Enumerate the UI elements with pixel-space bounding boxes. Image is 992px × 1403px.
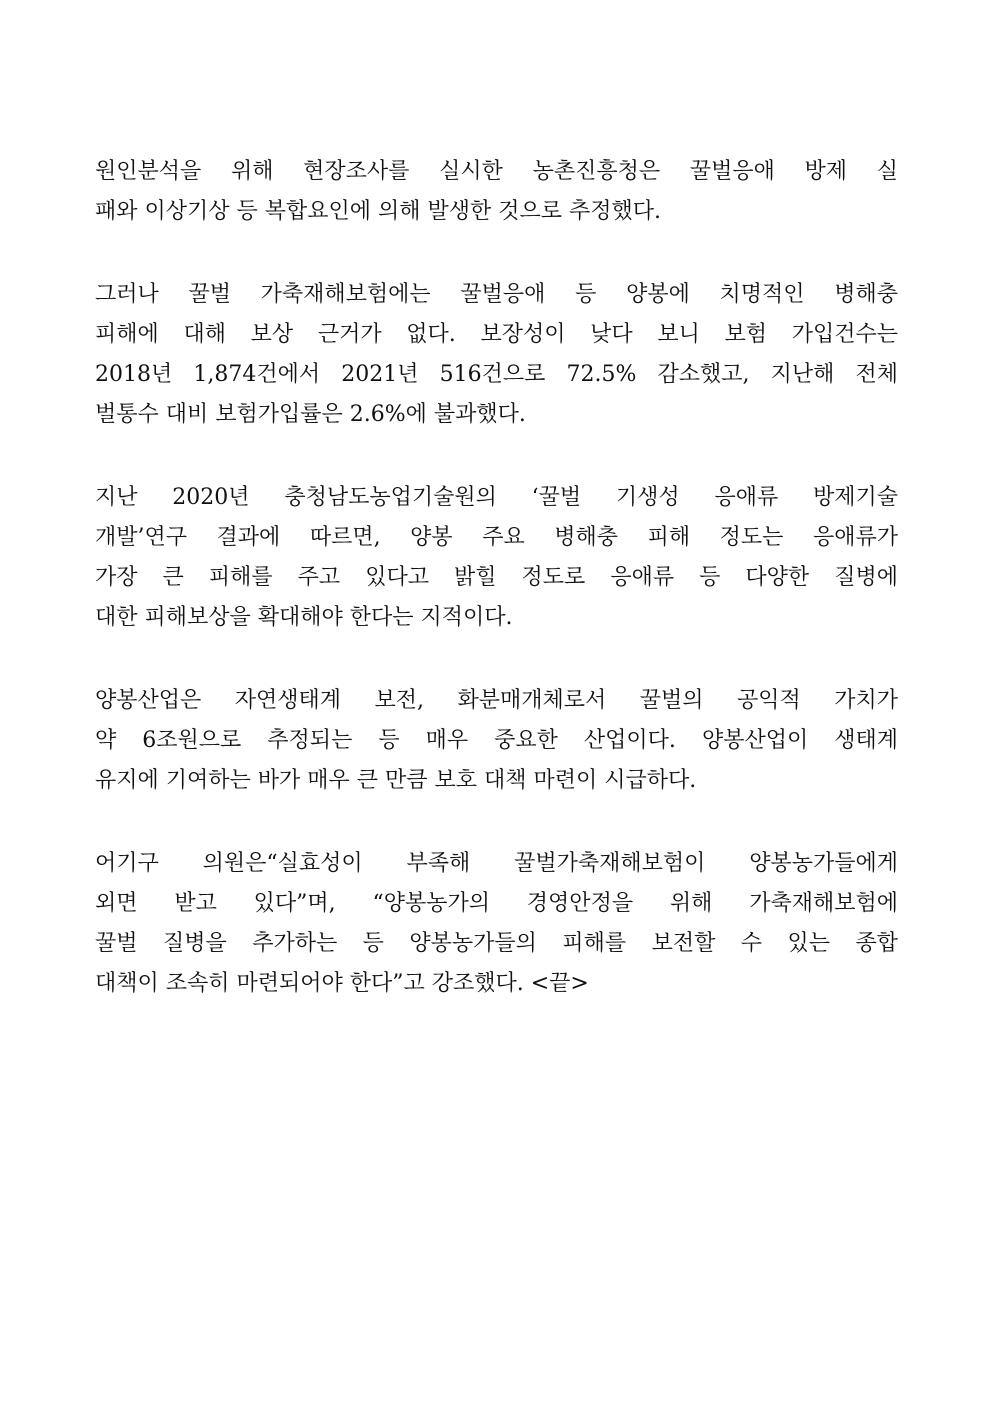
text-line: 외면 받고 있다”며, “양봉농가의 경영안정을 위해 가축재해보험에 xyxy=(95,891,898,916)
text-line: 벌통수 대비 보험가입률은 2.6%에 불과했다. xyxy=(95,402,526,427)
text-line: 원인분석을 위해 현장조사를 실시한 농촌진흥청은 꿀벌응애 방제 실 xyxy=(95,159,898,184)
text-line: 개발’연구 결과에 따르면, 양봉 주요 병해충 피해 정도는 응애류가 xyxy=(95,525,898,550)
paragraph-lawmaker-statement xyxy=(95,844,898,1004)
text-line: 유지에 기여하는 바가 매우 큰 만큼 보호 대책 마련이 시급하다. xyxy=(95,768,697,793)
text-line: 어기구 의원은“실효성이 부족해 꿀벌가축재해보험이 양봉농가들에게 xyxy=(95,851,898,876)
paragraph-cause-analysis xyxy=(95,152,898,232)
paragraph-industry-value xyxy=(95,681,898,801)
text-line: 2018년 1,874건에서 2021년 516건으로 72.5% 감소했고, 지난해 전체 xyxy=(95,362,898,387)
paragraph-research-results xyxy=(95,478,898,638)
text-line: 그러나 꿀벌 가축재해보험에는 꿀벌응애 등 양봉에 치명적인 병해충 xyxy=(95,282,898,307)
text-line: 대한 피해보상을 확대해야 한다는 지적이다. xyxy=(95,605,513,630)
text-line: 패와 이상기상 등 복합요인에 의해 발생한 것으로 추정했다. xyxy=(95,199,661,224)
text-line: 지난 2020년 충청남도농업기술원의 ‘꿀벌 기생성 응애류 방제기술 xyxy=(95,485,898,510)
text-line: 양봉산업은 자연생태계 보전, 화분매개체로서 꿀벌의 공익적 가치가 xyxy=(95,688,898,713)
document-body xyxy=(95,152,898,1047)
text-line: 꿀벌 질병을 추가하는 등 양봉농가들의 피해를 보전할 수 있는 종합 xyxy=(95,931,898,956)
text-line: 피해에 대해 보상 근거가 없다. 보장성이 낮다 보니 보험 가입건수는 xyxy=(95,322,898,347)
text-line: 대책이 조속히 마련되어야 한다”고 강조했다. <끝> xyxy=(95,971,589,996)
text-line: 가장 큰 피해를 주고 있다고 밝힐 정도로 응애류 등 다양한 질병에 xyxy=(95,565,898,590)
paragraph-insurance-coverage xyxy=(95,275,898,435)
text-line: 약 6조원으로 추정되는 등 매우 중요한 산업이다. 양봉산업이 생태계 xyxy=(95,728,898,753)
